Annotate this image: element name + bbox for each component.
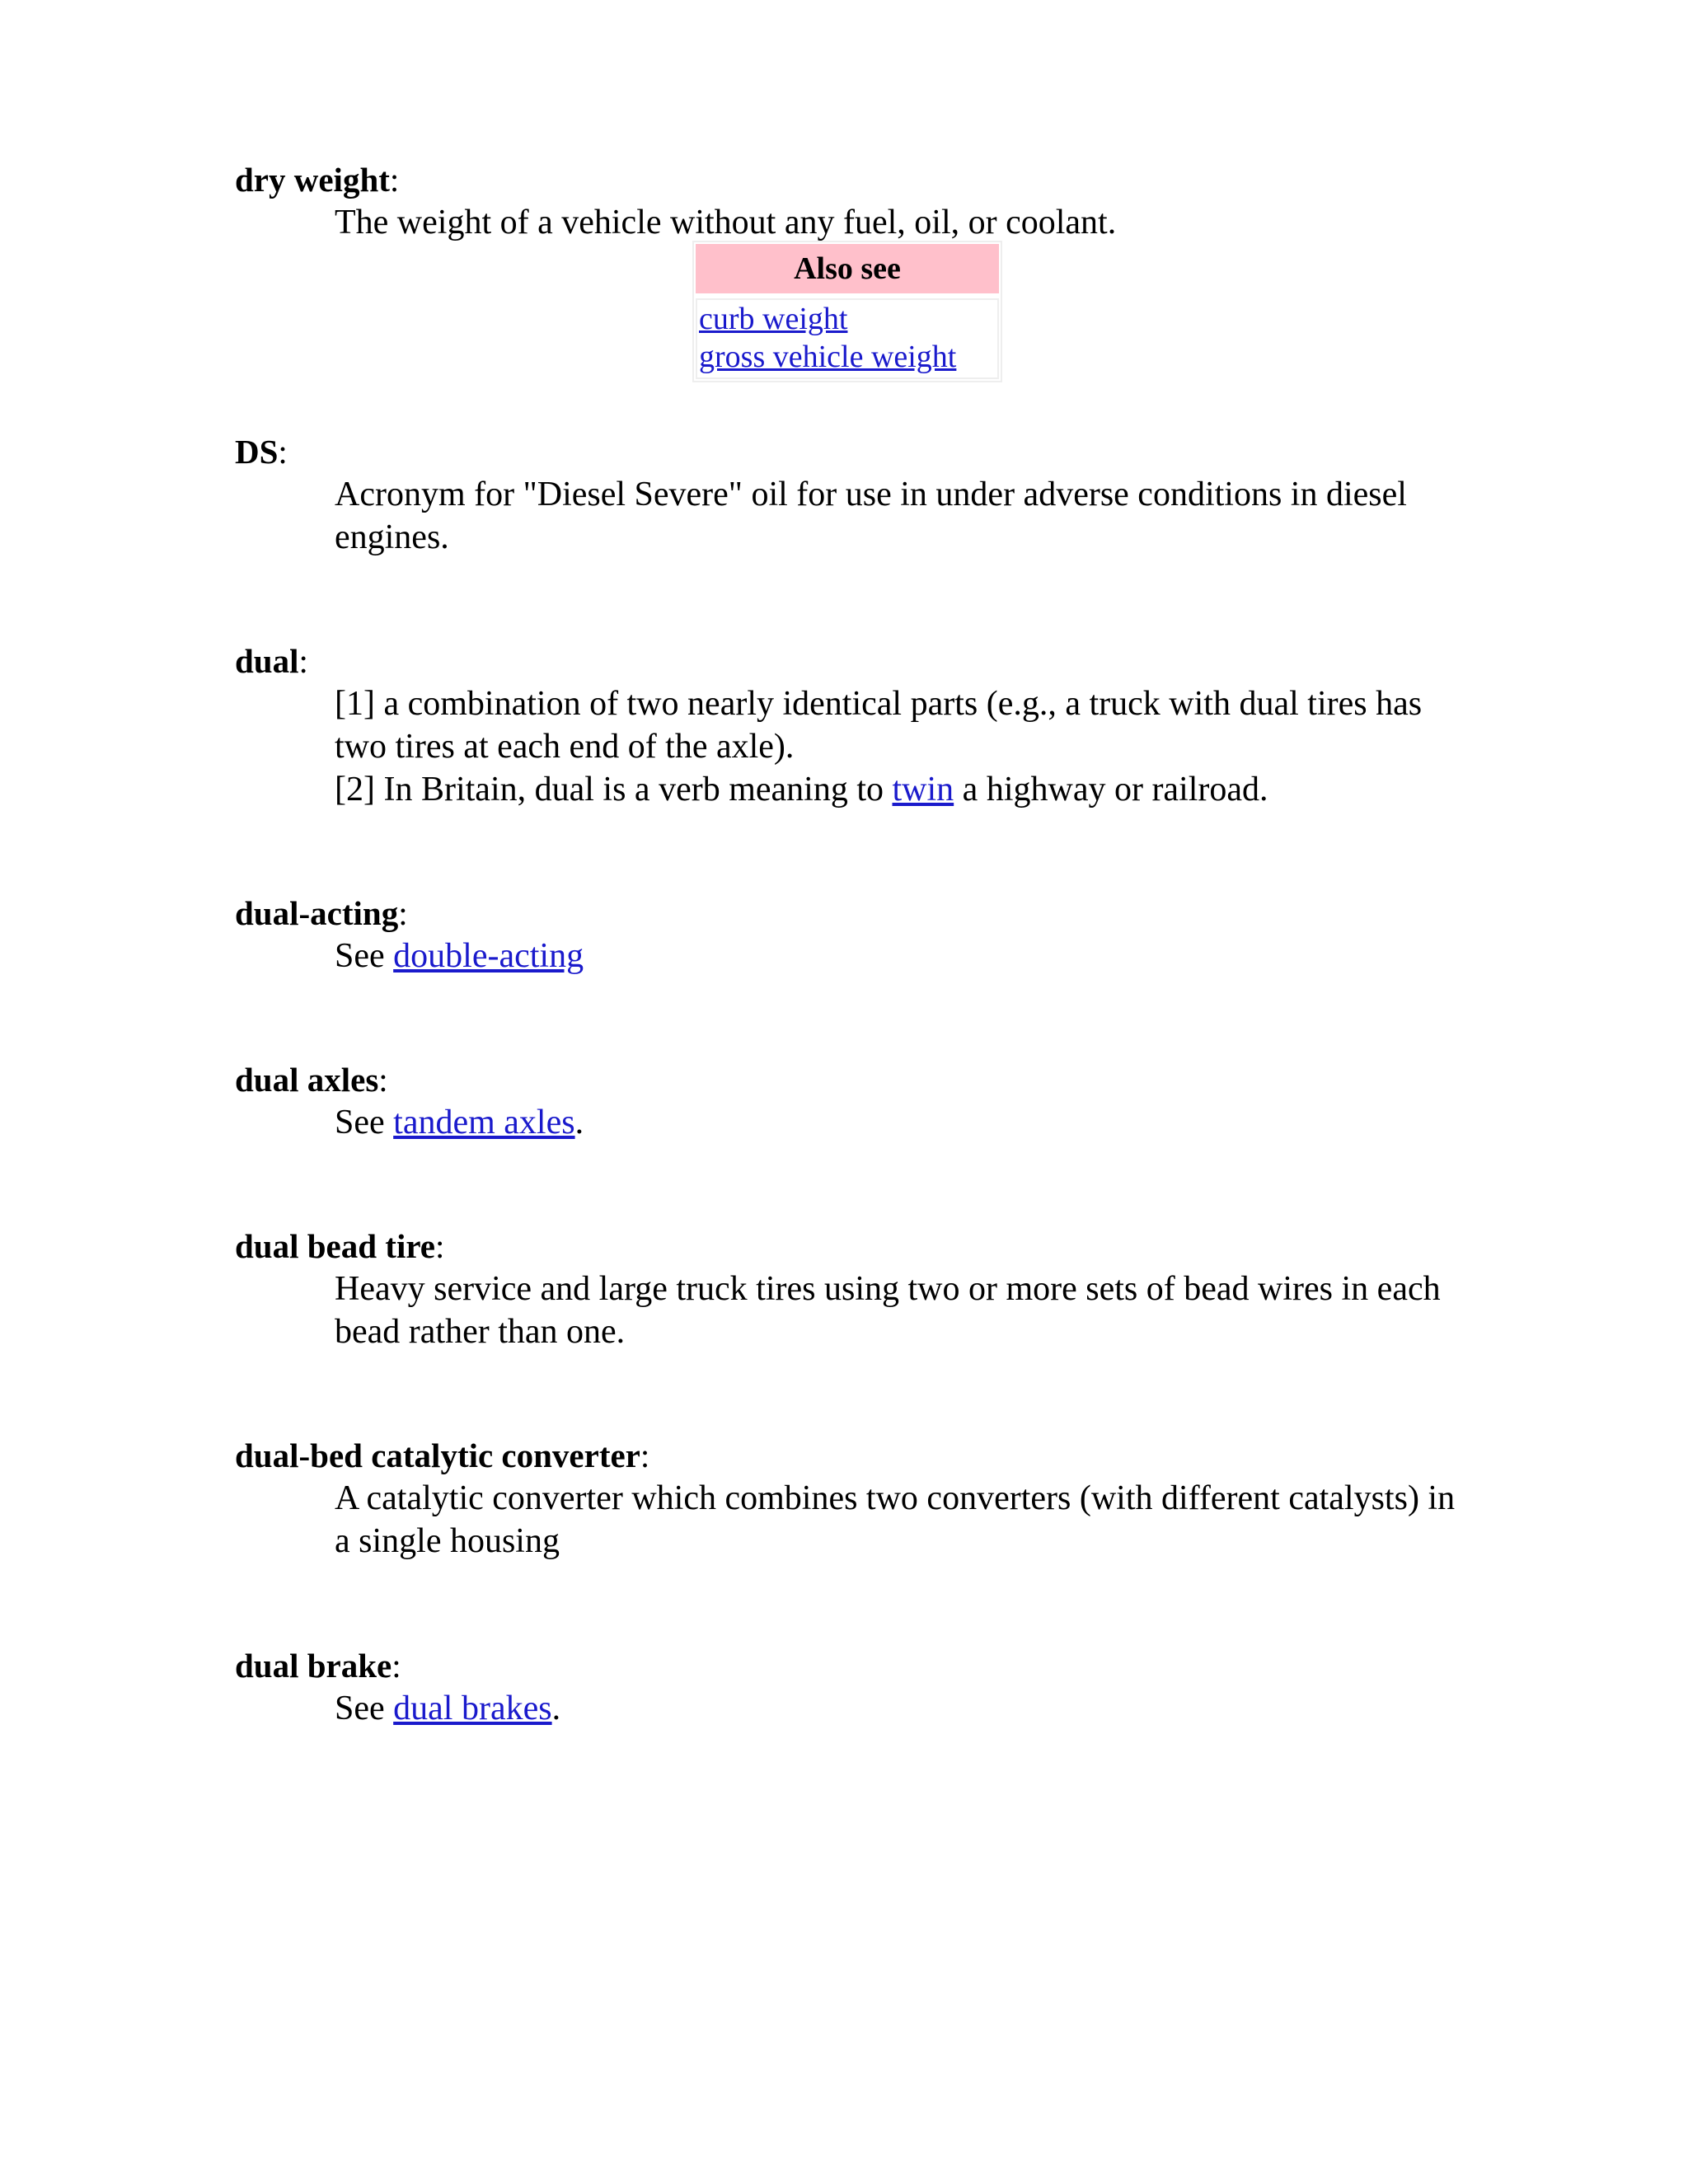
tandem-axles-link[interactable]: tandem axles [393,1104,575,1141]
see-prefix: See [335,1104,394,1141]
term-name: dual axles [235,1061,379,1099]
definition-sense-2 [335,768,1471,811]
term-colon: : [640,1436,650,1474]
term-heading [235,1644,1471,1687]
term-colon: : [389,161,400,199]
definition-see [335,1687,1471,1730]
entry-dual-bed-catalytic-converter [235,1434,1471,1563]
entry-dual [235,640,1471,811]
term-colon: : [278,433,288,471]
term-name: dual brake [235,1647,392,1685]
also-see-box [692,241,1002,382]
also-see-list [696,298,999,379]
definition-sense-1: [1] a combination of two nearly identical parts (e.g., a truck with dual tires has two tires at each end of the axle). [335,685,1423,766]
definition-text: The weight of a vehicle without any fuel, oil, or coolant. [335,204,1117,241]
term-heading [235,158,1471,201]
entry-dual-axles [235,1058,1471,1144]
see-prefix: See [335,1690,394,1727]
entry-ds [235,430,1471,559]
definition-see [335,935,1471,977]
entry-dual-bead-tire [235,1225,1471,1353]
definition-see [335,1101,1471,1144]
entry-dual-brake [235,1644,1471,1730]
see-prefix: See [335,937,394,975]
twin-link[interactable]: twin [892,771,954,808]
entry-dual-acting [235,892,1471,977]
term-heading [235,892,1471,935]
see-suffix: . [551,1690,561,1727]
definition-text: Heavy service and large truck tires using two or more sets of bead wires in each bead rather than one. [335,1270,1441,1351]
term-heading [235,430,1471,473]
term-colon: : [435,1227,445,1265]
definition-block [335,682,1471,811]
also-see-link-curb-weight[interactable]: curb weight [699,302,848,336]
term-name: dry weight [235,161,390,199]
term-colon: : [398,894,408,932]
term-name: DS [235,433,279,471]
term-colon: : [298,642,308,680]
see-suffix: . [574,1104,584,1141]
entry-dry-weight [235,158,1471,244]
term-name: dual bead tire [235,1227,435,1265]
definition-text: A catalytic converter which combines two converters (with different catalysts) in a single housing [335,1479,1456,1560]
dual-brakes-link[interactable]: dual brakes [393,1690,552,1727]
definition-text: Acronym for "Diesel Severe" oil for use in under adverse conditions in diesel engines. [335,476,1407,556]
term-heading [235,1058,1471,1101]
term-colon: : [392,1647,401,1685]
also-see-heading: Also see [696,244,999,293]
term-name: dual-bed catalytic converter [235,1436,640,1474]
sense-2-text-before: [2] In Britain, dual is a verb meaning to [335,771,893,808]
term-name: dual [235,642,299,680]
term-heading [235,1434,1471,1477]
double-acting-link[interactable]: double-acting [393,937,584,975]
sense-2-text-after: a highway or railroad. [954,771,1268,808]
term-heading [235,640,1471,682]
term-colon: : [378,1061,388,1099]
term-heading [235,1225,1471,1268]
also-see-link-gross-vehicle-weight[interactable]: gross vehicle weight [699,340,957,374]
term-name: dual-acting [235,894,399,932]
